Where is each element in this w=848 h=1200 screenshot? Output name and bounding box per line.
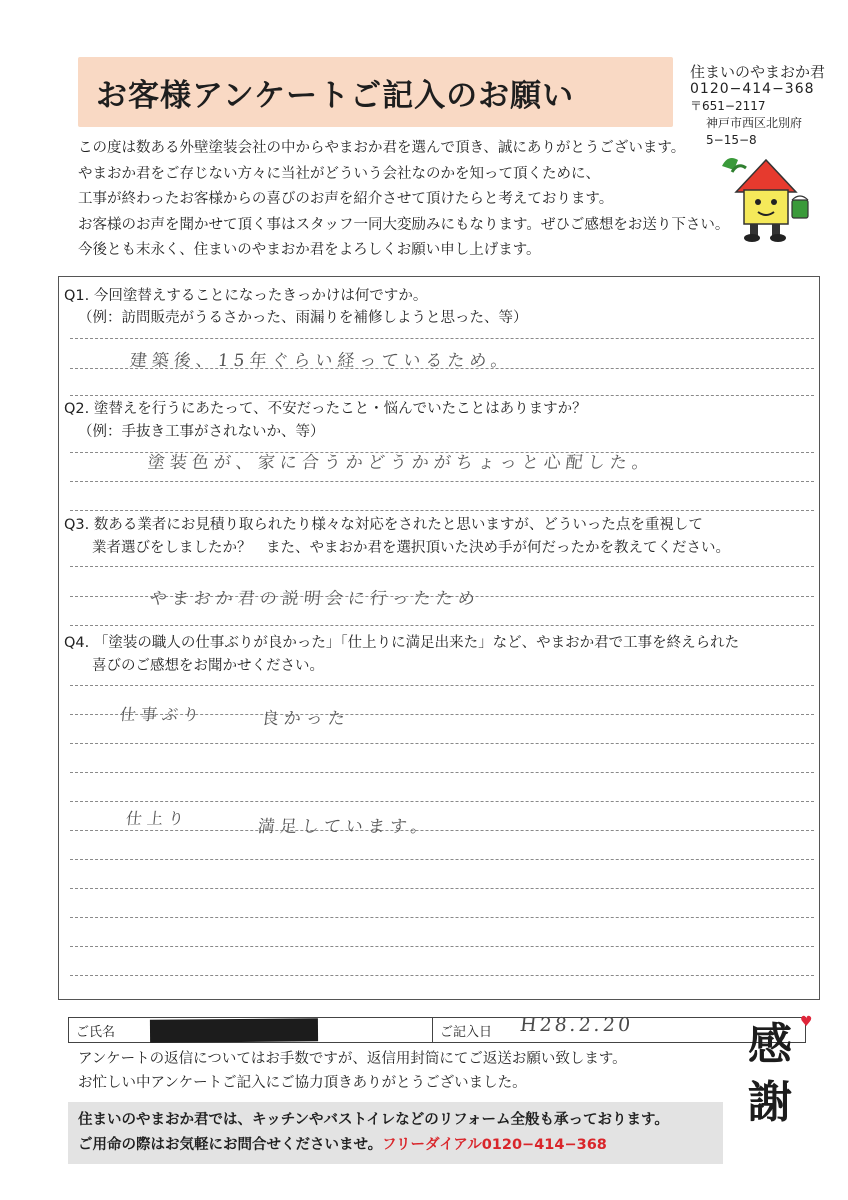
q4-answer-label-1: 仕事ぶり xyxy=(118,705,205,724)
answer-line xyxy=(70,338,814,339)
q4-answer-2: 満足しています。 xyxy=(256,817,434,837)
answer-line xyxy=(70,625,814,626)
company-address-1: 神戸市西区北別府 xyxy=(706,116,803,130)
q1-question: Q1. 今回塗替えすることになったきっかけは何ですか。 xyxy=(64,288,428,304)
answer-line xyxy=(70,859,814,860)
q3-question-cont: 業者選びをしましたか？ また、やまおか君を選択頂いた決め手が何だったかを教えてください。 xyxy=(92,540,730,556)
intro-line: 工事が終わったお客様からの喜びのお声を紹介させて頂けたらと考えております。 xyxy=(78,191,614,208)
q2-answer: 塗装色が、家に合うかどうかがちょっと心配した。 xyxy=(146,453,655,473)
q4-answer-1: 良かった xyxy=(260,709,351,729)
answer-line xyxy=(70,685,814,686)
q2-question: Q2. 塗替えを行うにあたって、不安だったこと・悩んでいたことはありますか？ xyxy=(64,401,587,417)
q3-question: Q3. 数ある業者にお見積り取られたり様々な対応をされたと思いますが、どういった点を重視して xyxy=(64,517,703,533)
footer-line-2-text: ご用命の際はお気軽にお問合せくださいませ。 xyxy=(78,1137,383,1153)
intro-line: お客様のお声を聞かせて頂く事はスタッフ一同大変励みにもなります。ぜひご感想をお送り下さい。 xyxy=(78,216,730,233)
intro-line: 今後とも末永く、住まいのやまおか君をよろしくお願い申し上げます。 xyxy=(78,242,541,259)
page-title: お客様アンケートご記入のお願い xyxy=(96,78,575,114)
q3-answer: やまおか君の説明会に行ったため xyxy=(148,589,481,609)
q1-answer: 建築後、15年ぐらい経っているため。 xyxy=(128,351,514,371)
intro-line: やまおか君をご存じない方々に当社がどういう会社なのかを知って頂くために、 xyxy=(78,165,600,182)
answer-line xyxy=(70,888,814,889)
kansha-calligraphy xyxy=(748,1016,792,1132)
answer-line xyxy=(70,510,814,511)
answer-line xyxy=(70,975,814,976)
answer-line xyxy=(70,743,814,744)
q4-answer-label-2: 仕上り xyxy=(124,809,190,828)
name-divider xyxy=(432,1017,433,1043)
kansha-char-1: 感 xyxy=(748,1019,792,1070)
company-zip: 〒651−2117 xyxy=(690,99,766,113)
company-address-2: 5−15−8 xyxy=(706,133,757,147)
footer-line-2 xyxy=(78,1133,713,1158)
q2-example: （例：手抜き工事がされないか、等） xyxy=(78,424,325,440)
company-name: 住まいのやまおか君 xyxy=(690,63,826,81)
closing-line: お忙しい中アンケートご記入にご協力頂きありがとうございました。 xyxy=(78,1075,527,1091)
q4-question: Q4. 「塗装の職人の仕事ぶりが良かった」「仕上りに満足出来た」など、やまおか君で工事を終えられた xyxy=(64,635,740,651)
answer-line xyxy=(70,801,814,802)
heart-icon: ♥ xyxy=(800,1014,813,1030)
intro-text xyxy=(78,136,729,264)
date-value: H28.2.20 xyxy=(518,1014,635,1036)
kansha-char-2: 謝 xyxy=(748,1077,792,1128)
closing-line: アンケートの返信についてはお手数ですが、返信用封筒にてご返送お願い致します。 xyxy=(78,1051,627,1067)
answer-line xyxy=(70,917,814,918)
closing-text xyxy=(78,1047,627,1095)
intro-line: この度は数ある外壁塗装会社の中からやまおか君を選んで頂き、誠にありがとうございます。 xyxy=(78,140,686,156)
date-label: ご記入日 xyxy=(440,1025,493,1040)
footer-banner xyxy=(68,1102,723,1164)
q1-example: （例：訪問販売がうるさかった、雨漏りを補修しようと思った、等） xyxy=(78,310,528,326)
answer-line xyxy=(70,772,814,773)
answer-line xyxy=(70,566,814,567)
q4-question-cont: 喜びのご感想をお聞かせください。 xyxy=(92,658,324,674)
company-tel: 0120−414−368 xyxy=(690,81,815,97)
answer-line xyxy=(70,830,814,831)
answer-line xyxy=(70,946,814,947)
redacted-name xyxy=(150,1018,318,1042)
name-label: ご氏名 xyxy=(76,1025,116,1040)
footer-line-1: 住まいのやまおか君では、キッチンやバストイレなどのリフォーム全般も承っております。 xyxy=(78,1112,669,1128)
answer-line xyxy=(70,395,814,396)
free-dial-phone: フリーダイアル0120−414−368 xyxy=(382,1137,607,1153)
answer-line xyxy=(70,481,814,482)
